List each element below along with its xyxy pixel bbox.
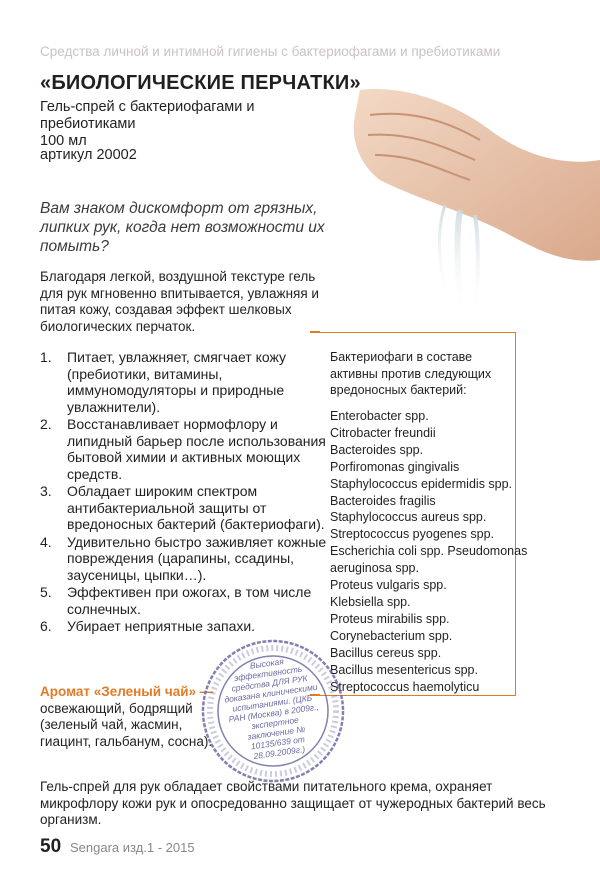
benefit-text: Питает, увлажняет, смягчает кожу (пребиотики, витамины, иммуномодуляторы и природные увлажнители). [67,349,287,415]
benefit-item [40,349,340,415]
benefits-list [40,349,340,636]
benefit-number: 4. [40,533,52,550]
bacteria-item: Citrobacter freundii [330,425,436,440]
bacteria-item: Corynebacterium spp. [330,628,453,643]
benefit-item [40,483,340,533]
bacteria-item: Streptococcus haemolyticu [330,679,480,694]
aroma-description: освежающий, бодрящий (зеленый чай, жасмин, гиацинт, гальбанум, сосна). [40,700,213,749]
benefit-number: 2. [40,416,52,432]
bacteria-item: Proteus mirabilis spp. [330,611,450,626]
bacteria-item: aeruginosa spp. [330,561,419,576]
bacteria-item: Bacillus mesentericus spp. [330,662,478,677]
aroma-title: Аромат «Зеленый чай» — [40,684,214,699]
bacteria-item: Bacteroides spp. [330,442,424,457]
bacteria-item: Escherichia coli spp. Pseudomonas [330,544,528,559]
bacteria-item: Bacillus cereus spp. [330,645,442,660]
benefit-number: 5. [40,584,52,600]
article-number: артикул 20002 [40,147,137,163]
product-title: «БИОЛОГИЧЕСКИЕ ПЕРЧАТКИ» [40,72,361,94]
benefit-text: Эффективен при ожогах, в том числе солнечных. [67,584,312,617]
intro-paragraph: Благодаря легкой, воздушной текстуре гель для рук мгновенно впитывается, увлажняя и питая кожу, создавая эффект шелковых биологических перчаток. [40,269,319,334]
benefit-item [40,584,340,617]
benefit-item [40,534,340,584]
bacteria-item: Staphylococcus aureus spp. [330,510,487,525]
bacteria-item: Klebsiella spp. [330,594,411,609]
issue-label: Sengara изд.1 - 2015 [70,840,195,855]
bacteria-item: Porfiromonas gingivalis [330,459,460,474]
bacteria-item: Enterobacter spp. [330,409,429,423]
stamp-text: Высокая эффективность средства ДЛЯ РУК доказана клиническими испытаниями. (ЦКБ РАН (Москва) в 2009г., экспертное заключение № 10135/639 от 28.09.2009г.) [223,656,320,762]
bacteria-item: Proteus vulgaris spp. [330,578,447,593]
benefit-item [40,618,340,635]
benefit-number: 6. [40,618,52,634]
product-subtitle [40,99,340,150]
benefit-text: Удивительно быстро заживляет кожные повреждения (царапины, ссадины, заусеницы, цыпки…). [67,533,327,583]
benefit-number: 3. [40,483,52,499]
hands-water-image [340,60,600,320]
page-number: 50 [40,836,62,857]
benefit-item [40,416,340,482]
section-header: Средства личной и интимной гигиены с бактериофагами и пребиотиками [40,44,501,59]
benefit-number: 1. [40,349,52,365]
product-volume: 100 мл [40,133,87,149]
benefit-text: Восстанавливает нормофлору и липидный барьер после использования бытовой химии и активных моющих средств. [67,416,326,482]
bacteria-item: Bacteroides fragilis [330,493,436,508]
footer-paragraph: Гель-спрей для рук обладает свойствами питательного крема, охраняет микрофлору кожи рук и опосредованно защищает от чужеродных бактерий весь организм. [40,779,546,827]
bacteria-list [330,408,527,695]
bacteria-item: Streptococcus pyogenes spp. [330,527,494,542]
bacteria-intro: Бактериофаги в составе активны против следующих вредоносных бактерий: [330,350,492,397]
product-type: Гель-спрей с бактериофагами и пребиотиками [40,99,255,132]
benefit-text: Обладает широким спектром антибактериальной защиты от вредоносных бактерий (бактериофаги). [67,483,325,532]
clinical-stamp [198,636,348,786]
question-text: Вам знаком дискомфорт от грязных, липких рук, когда нет возможности их помыть? [40,200,325,255]
bacteria-item: Staphylococcus epidermidis spp. [330,476,513,491]
benefit-text: Убирает неприятные запахи. [67,618,256,634]
